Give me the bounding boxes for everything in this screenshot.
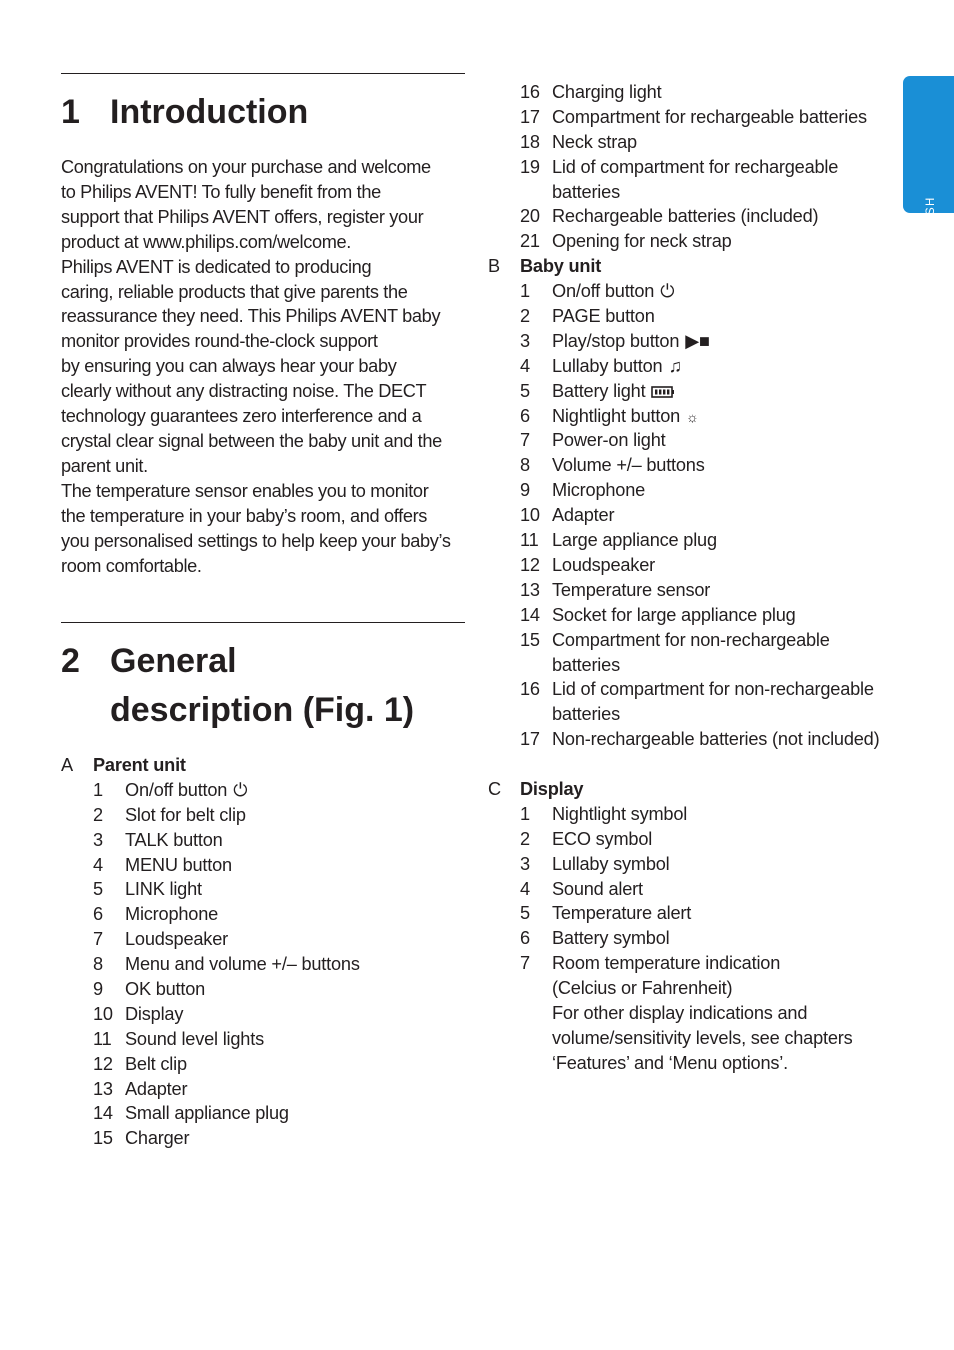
item-label: Room temperature indication (Celcius or Fahrenheit) (552, 953, 781, 999)
section-heading-introduction (61, 88, 308, 137)
text-line: technology guarantees zero interference and a (61, 406, 422, 427)
power-icon: ⏻ (233, 779, 248, 800)
item-number: 6 (93, 904, 103, 925)
item-label: Large appliance plug (552, 530, 717, 551)
list-item (520, 827, 898, 852)
item-number: 12 (93, 1053, 113, 1074)
item-number: 19 (520, 156, 540, 177)
item-label: Power-on light (552, 430, 666, 451)
list-item (93, 1052, 471, 1077)
text-line: product at www.philips.com/welcome. (61, 231, 351, 252)
item-label: Loudspeaker (125, 929, 228, 950)
item-number: 15 (520, 629, 540, 650)
item-number: 1 (520, 803, 530, 824)
item-label: Adapter (125, 1078, 188, 1099)
item-number: 18 (520, 131, 540, 152)
right-column-list (488, 80, 898, 1076)
list-item (520, 204, 898, 229)
section-rule (61, 622, 465, 623)
item-number: 8 (93, 954, 103, 975)
item-label: Charger (125, 1128, 190, 1149)
language-tab-label: ENGLISH (925, 196, 937, 256)
item-label: LINK light (125, 879, 202, 900)
item-number: 20 (520, 206, 540, 227)
list-item (93, 1002, 471, 1027)
item-number: 8 (520, 455, 530, 476)
list-item (520, 628, 898, 678)
item-label: Lullaby symbol (552, 853, 670, 874)
item-number: 5 (93, 879, 103, 900)
list-item (520, 926, 898, 951)
list-item (93, 778, 471, 803)
item-number: 3 (93, 829, 103, 850)
list-item (520, 279, 898, 304)
list-item (520, 304, 898, 329)
item-label: Charging light (552, 82, 662, 102)
item-label: Battery symbol (552, 928, 670, 949)
section-heading-general-description (61, 637, 414, 735)
item-label: Belt clip (125, 1053, 187, 1074)
item-label: Volume +/– buttons (552, 455, 705, 476)
list-item (520, 229, 898, 254)
text-line: room comfortable. (61, 555, 202, 576)
battery-icon (651, 379, 675, 404)
item-number: 1 (520, 281, 530, 302)
item-label: On/off button ⏻ (125, 778, 247, 803)
item-number: 16 (520, 82, 540, 102)
note-line (520, 1051, 898, 1076)
list-item (520, 379, 898, 404)
text-line: parent unit. (61, 455, 148, 476)
item-number: 2 (93, 804, 103, 825)
text-line: The temperature sensor enables you to monitor (61, 480, 429, 501)
list-item (93, 952, 471, 977)
list-item (93, 902, 471, 927)
list-item (520, 329, 898, 354)
list-item (520, 404, 898, 429)
section-number: 2 (61, 642, 80, 680)
note-line (520, 1026, 898, 1051)
item-number: 13 (520, 579, 540, 600)
item-label: OK button (125, 979, 206, 1000)
item-label: Loudspeaker (552, 554, 655, 575)
list-item (520, 528, 898, 553)
section-letter: C (488, 778, 501, 799)
text-line: Philips AVENT is dedicated to producing (61, 256, 372, 277)
list-item (520, 802, 898, 827)
list-item (93, 853, 471, 878)
section-title-line: General (110, 642, 237, 680)
item-number: 17 (520, 729, 540, 750)
list-item (93, 927, 471, 952)
list-item (520, 877, 898, 902)
item-number: 14 (520, 604, 540, 625)
item-label: Menu and volume +/– buttons (125, 954, 360, 975)
item-number: 10 (520, 505, 540, 526)
list-item (93, 1077, 471, 1102)
item-number: 16 (520, 679, 540, 700)
list-item (93, 977, 471, 1002)
item-number: 6 (520, 928, 530, 949)
list-title: Baby unit (520, 256, 602, 277)
item-number: 4 (520, 878, 530, 899)
item-label: Compartment for rechargeable batteries (552, 106, 867, 127)
item-label: TALK button (125, 829, 223, 850)
list-title: Parent unit (93, 755, 186, 775)
item-label: Compartment for non-rechargeable batteries (552, 629, 830, 675)
item-label: Temperature sensor (552, 579, 711, 600)
item-label: Temperature alert (552, 903, 692, 924)
item-label: Sound alert (552, 878, 643, 899)
list-item (93, 828, 471, 853)
item-label: PAGE button (552, 306, 655, 327)
list-item (520, 155, 898, 205)
item-label: Small appliance plug (125, 1103, 289, 1124)
list-item (520, 603, 898, 628)
power-icon: ⏻ (660, 281, 675, 302)
list-item (520, 503, 898, 528)
item-number: 3 (520, 853, 530, 874)
item-number: 4 (93, 854, 103, 875)
list-item (520, 453, 898, 478)
item-label: Battery light (552, 379, 675, 404)
list-item (520, 578, 898, 603)
item-label: Microphone (125, 904, 219, 925)
item-label: Play/stop button ▶■ (552, 329, 710, 354)
text-line: the temperature in your baby’s room, and offers (61, 505, 428, 526)
item-label: Nightlight symbol (552, 803, 688, 824)
item-label: Non-rechargeable batteries (not included) (552, 729, 880, 750)
item-label: Opening for neck strap (552, 231, 732, 252)
item-number: 6 (520, 405, 530, 426)
item-number: 17 (520, 106, 540, 127)
section-letter: B (488, 256, 500, 277)
list-item (520, 951, 898, 1001)
list-item (520, 677, 898, 727)
item-number: 11 (520, 530, 539, 551)
parent-unit-list (61, 753, 471, 1151)
section-rule (61, 73, 465, 74)
list-item (520, 80, 898, 105)
list-item (520, 105, 898, 130)
text-line: Congratulations on your purchase and welcome (61, 157, 431, 177)
list-item (93, 803, 471, 828)
item-label: Adapter (552, 505, 615, 526)
item-label: MENU button (125, 854, 232, 875)
list-title: Display (520, 778, 584, 799)
item-number: 7 (520, 953, 530, 974)
item-number: 12 (520, 554, 540, 575)
item-number: 13 (93, 1078, 113, 1099)
section-title-line: description (Fig. 1) (110, 691, 415, 729)
section-letter: A (61, 755, 73, 775)
list-item (93, 1126, 471, 1151)
item-label: Socket for large appliance plug (552, 604, 796, 625)
list-item (520, 478, 898, 503)
play-stop-icon: ▶■ (685, 330, 710, 351)
item-label: Sound level lights (125, 1028, 264, 1049)
list-heading (488, 777, 898, 802)
nightlight-icon: ☼ (686, 408, 699, 425)
item-label: Neck strap (552, 131, 637, 152)
list-item (520, 428, 898, 453)
list-heading (488, 254, 898, 279)
item-number: 9 (520, 480, 530, 501)
note-text: ‘Features’ and ‘Menu options’. (552, 1052, 788, 1073)
item-number: 5 (520, 903, 530, 924)
text-line: support that Philips AVENT offers, register your (61, 206, 424, 227)
text-line: crystal clear signal between the baby unit and the (61, 430, 442, 451)
item-number: 11 (93, 1028, 112, 1049)
item-label: Lid of compartment for non-rechargeable batteries (552, 679, 874, 725)
item-number: 7 (520, 430, 530, 451)
note-line (520, 1001, 898, 1026)
introduction-paragraph (61, 155, 471, 578)
list-item (93, 877, 471, 902)
text-line: by ensuring you can always hear your baby (61, 356, 397, 377)
item-label: Display (125, 1003, 184, 1024)
item-number: 10 (93, 1003, 113, 1024)
item-number: 3 (520, 330, 530, 351)
list-item (93, 1027, 471, 1052)
item-label: Rechargeable batteries (included) (552, 206, 819, 227)
text-line: monitor provides round-the-clock support (61, 331, 378, 352)
spacer (488, 752, 898, 777)
item-number: 14 (93, 1103, 113, 1124)
text-line: reassurance they need. This Philips AVENT baby (61, 306, 441, 327)
item-number: 21 (520, 231, 540, 252)
item-number: 15 (93, 1128, 113, 1149)
music-note-icon: ♫ (668, 355, 682, 376)
language-tab (903, 76, 954, 256)
item-number: 2 (520, 306, 530, 327)
list-item (93, 1101, 471, 1126)
list-item (520, 901, 898, 926)
item-number: 7 (93, 929, 103, 950)
item-number: 2 (520, 828, 530, 849)
item-number: 1 (93, 779, 103, 800)
item-number: 4 (520, 355, 530, 376)
section-number: 1 (61, 93, 80, 131)
item-label: Lullaby button ♫ (552, 354, 682, 379)
list-item (520, 130, 898, 155)
note-text: For other display indications and (552, 1003, 808, 1024)
list-item (520, 553, 898, 578)
item-label: ECO symbol (552, 828, 653, 849)
item-label: Slot for belt clip (125, 804, 246, 825)
item-label: Nightlight button ☼ (552, 404, 699, 430)
list-heading (61, 753, 471, 778)
note-text: volume/sensitivity levels, see chapters (552, 1027, 853, 1048)
item-label: Microphone (552, 480, 646, 501)
list-item (520, 852, 898, 877)
text-line: clearly without any distracting noise. The DECT (61, 381, 427, 402)
text-line: you personalised settings to help keep your baby’s (61, 530, 451, 551)
item-number: 9 (93, 979, 103, 1000)
item-number: 5 (520, 380, 530, 401)
text-line: caring, reliable products that give parents the (61, 281, 408, 302)
section-title: Introduction (110, 93, 309, 131)
item-label: Lid of compartment for rechargeable batteries (552, 156, 839, 202)
text-line: to Philips AVENT! To fully benefit from the (61, 181, 381, 202)
list-item (520, 354, 898, 379)
list-item (520, 727, 898, 752)
item-label: On/off button ⏻ (552, 279, 674, 304)
